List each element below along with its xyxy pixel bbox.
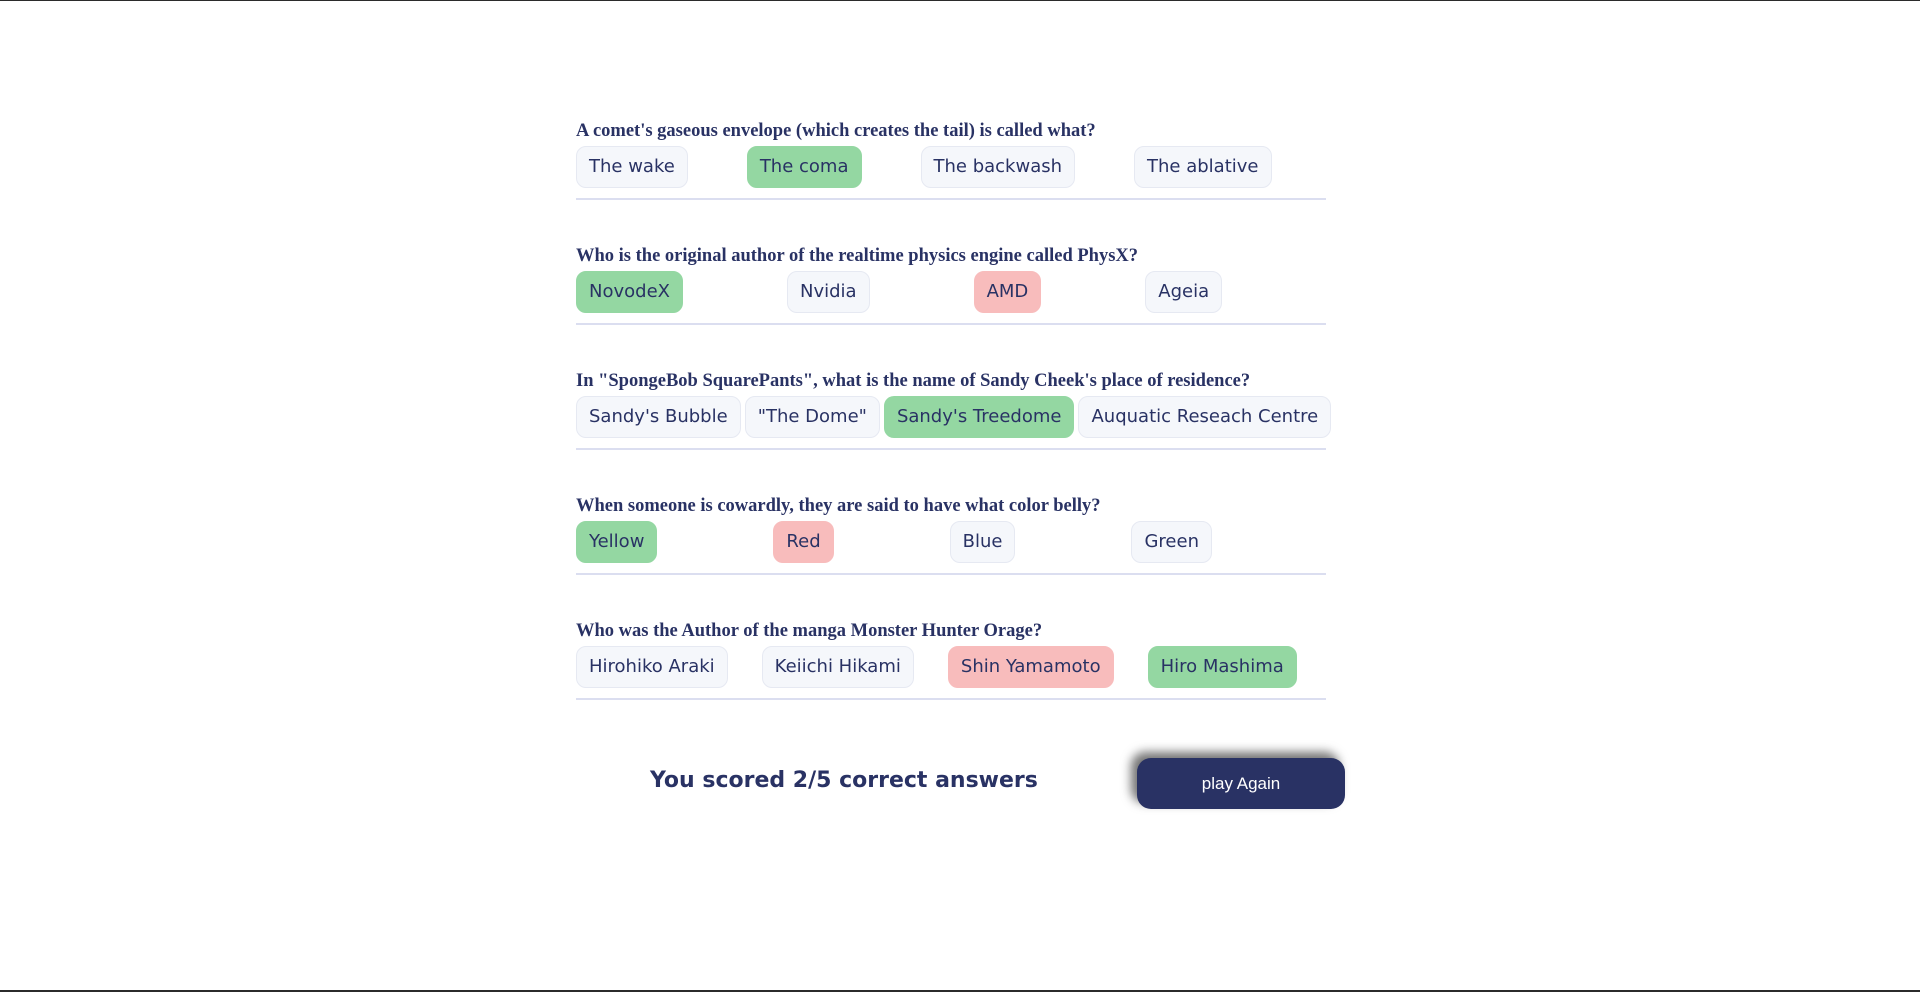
question-block [576,494,1326,619]
question-divider [576,573,1326,575]
score-text: You scored 2/5 correct answers [650,768,1038,793]
answer-option[interactable]: Green [1131,521,1212,563]
question-block [576,619,1326,744]
answer-option[interactable]: "The Dome" [745,396,880,438]
answer-options [576,645,1326,688]
question-text: In "SpongeBob SquarePants", what is the name of Sandy Cheek's place of residence? [576,371,1251,391]
answer-option[interactable]: Sandy's Bubble [576,396,741,438]
answer-options [576,270,1326,313]
question-divider [576,323,1326,325]
answer-option[interactable]: Keiichi Hikami [762,646,914,688]
answer-option[interactable]: Auquatic Reseach Centre [1078,396,1331,438]
question-text: Who is the original author of the realtime physics engine called PhysX? [576,246,1139,266]
answer-option[interactable]: The coma [747,146,862,188]
answer-options [576,395,1326,438]
answer-option[interactable]: The ablative [1134,146,1271,188]
question-divider [576,448,1326,450]
answer-option[interactable]: NovodeX [576,271,683,313]
answer-option[interactable]: Shin Yamamoto [948,646,1114,688]
answer-option[interactable]: Red [773,521,833,563]
question-block [576,244,1326,369]
question-text: A comet's gaseous envelope (which creates the tail) is called what? [576,121,1096,141]
answer-option[interactable]: The wake [576,146,688,188]
question-divider [576,198,1326,200]
answer-option[interactable]: Nvidia [787,271,870,313]
answer-option[interactable]: Hirohiko Araki [576,646,728,688]
answer-options [576,520,1326,563]
question-text: Who was the Author of the manga Monster Hunter Orage? [576,621,1043,641]
answer-option[interactable]: Hiro Mashima [1148,646,1297,688]
result-footer [576,753,1346,813]
answer-option[interactable]: Yellow [576,521,657,563]
question-text: When someone is cowardly, they are said to have what color belly? [576,496,1101,516]
answer-option[interactable]: Blue [950,521,1016,563]
question-divider [576,698,1326,700]
answer-option[interactable]: AMD [974,271,1042,313]
play-again-button[interactable]: play Again [1137,758,1345,809]
question-block [576,119,1326,244]
answer-options [576,145,1326,188]
answer-option[interactable]: Sandy's Treedome [884,396,1075,438]
quiz-list [576,119,1326,744]
answer-option[interactable]: Ageia [1145,271,1222,313]
question-block [576,369,1326,494]
answer-option[interactable]: The backwash [921,146,1076,188]
